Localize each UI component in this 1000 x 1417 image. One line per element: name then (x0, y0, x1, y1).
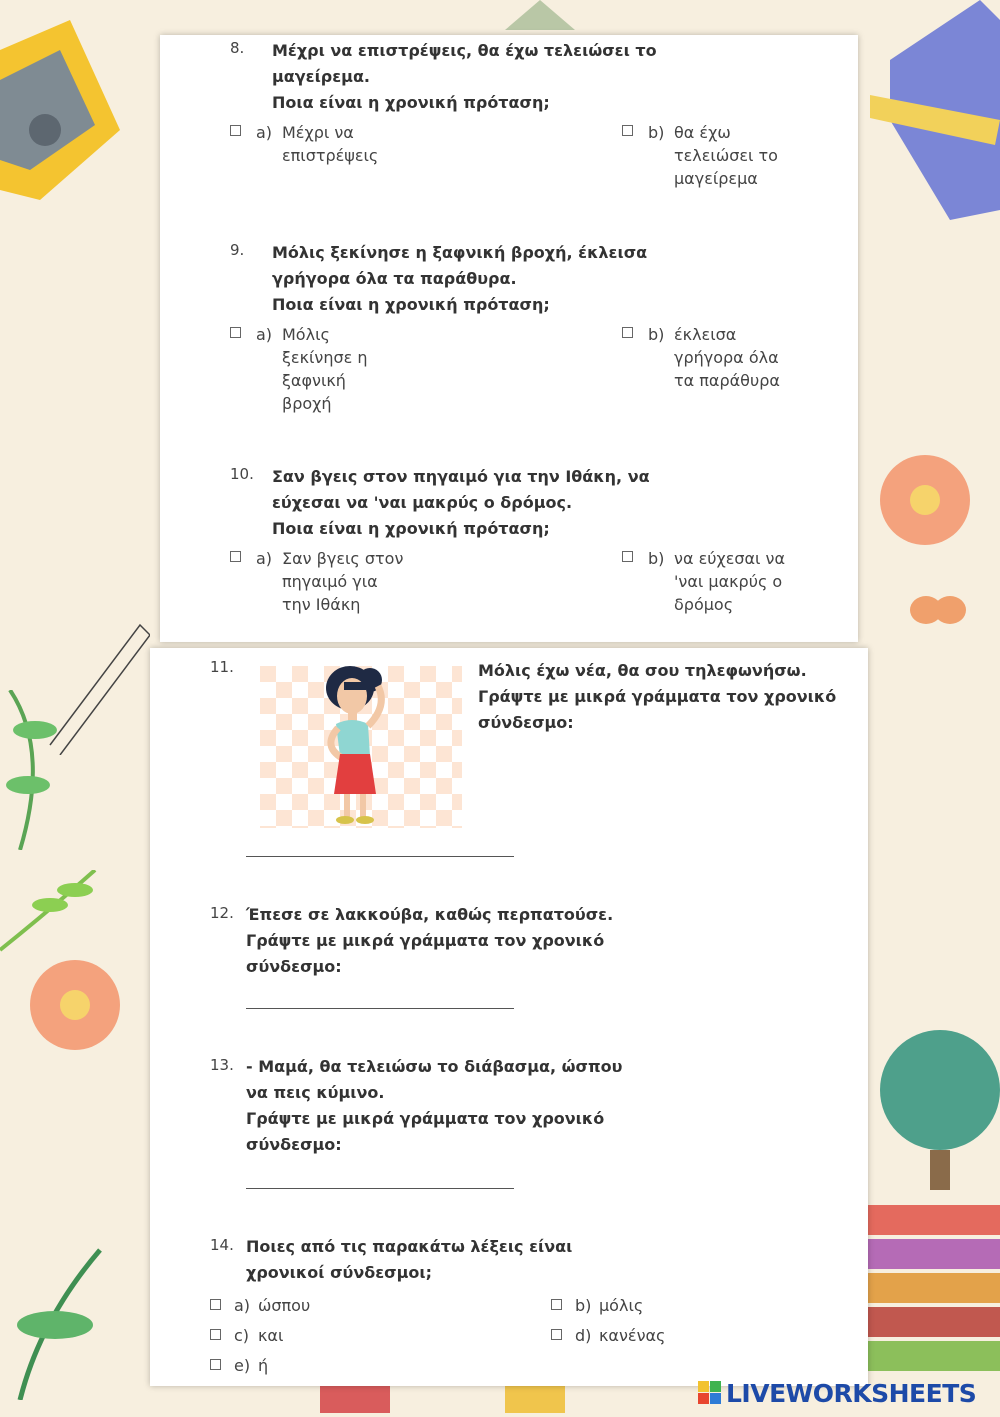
flower-decoration (880, 455, 970, 545)
option-c[interactable]: c) και (210, 1324, 450, 1348)
question-text: Μόλις έχω νέα, θα σου τηλεφωνήσω. Γράψτε με μικρά γράμματα τον χρονικό σύνδεσμο: (478, 661, 837, 732)
question-number: 10. (230, 465, 254, 483)
answer-line[interactable] (246, 1188, 514, 1189)
option-checkbox[interactable] (622, 327, 633, 338)
question-text: Έπεσε σε λακκούβα, καθώς περπατούσε. Γράψτε με μικρά γράμματα τον χρονικό σύνδεσμο: (246, 905, 614, 976)
option-checkbox[interactable] (551, 1299, 562, 1310)
books-stack-decoration (868, 1205, 1000, 1405)
flower-decoration (30, 960, 120, 1050)
option-checkbox[interactable] (230, 327, 241, 338)
woman-thinking-illustration (260, 666, 462, 828)
liveworksheets-logo-text: LIVEWORKSHEETS (726, 1378, 977, 1408)
option-label: ώσπου (258, 1296, 311, 1315)
option-label: Μέχρι να επιστρέψεις (282, 123, 379, 165)
question-number: 11. (210, 658, 234, 676)
paper-plane-decoration (500, 0, 580, 35)
option-label: και (258, 1326, 284, 1345)
option-label: Σαν βγεις στον πηγαιμό για την Ιθάκη (282, 549, 404, 614)
option-checkbox[interactable] (622, 125, 633, 136)
option-checkbox[interactable] (210, 1359, 221, 1370)
question-number: 8. (230, 39, 245, 57)
option-b[interactable]: b) μόλις (551, 1294, 791, 1318)
option-checkbox[interactable] (210, 1299, 221, 1310)
option-a[interactable]: a) Μόλις ξεκίνησε η ξαφνική βροχή (230, 323, 530, 417)
butterfly-decoration (908, 588, 968, 638)
globe-decoration (870, 1020, 1000, 1200)
option-b[interactable]: b) έκλεισα γρήγορα όλα τα παράθυρα (622, 323, 852, 393)
leaf-branch-decoration (0, 870, 100, 960)
option-label: θα έχω τελειώσει το μαγείρεμα (674, 123, 778, 188)
question-number: 14. (210, 1236, 234, 1254)
option-a[interactable]: a) Μέχρι να επιστρέψεις (230, 121, 530, 191)
worksheet-panel-top (160, 35, 858, 642)
option-a[interactable]: a) Σαν βγεις στον πηγαιμό για την Ιθάκη (230, 547, 530, 617)
option-label: έκλεισα γρήγορα όλα τα παράθυρα (674, 325, 780, 390)
book-decoration (870, 0, 1000, 220)
liveworksheets-logo-icon (698, 1381, 722, 1405)
liveworksheets-logo[interactable] (698, 1378, 976, 1408)
leaf-branch-decoration (0, 690, 60, 850)
question-text: Σαν βγεις στον πηγαιμό για την Ιθάκη, να εύχεσαι να 'ναι μακρύς ο δρόμος. Ποια είναι η χρονική πρόταση; (272, 467, 650, 538)
question-number: 12. (210, 904, 234, 922)
question-number: 9. (230, 241, 245, 259)
option-b[interactable]: b) να εύχεσαι να 'ναι μακρύς ο δρόμος (622, 547, 852, 617)
option-checkbox[interactable] (210, 1329, 221, 1340)
question-text: Μόλις ξεκίνησε η ξαφνική βροχή, έκλεισα γρήγορα όλα τα παράθυρα. Ποια είναι η χρονική πρόταση; (272, 243, 648, 314)
option-checkbox[interactable] (230, 125, 241, 136)
question-text: Μέχρι να επιστρέψεις, θα έχω τελειώσει το μαγείρεμα. Ποια είναι η χρονική πρόταση; (272, 41, 657, 112)
option-b[interactable]: b) θα έχω τελειώσει το μαγείρεμα (622, 121, 852, 191)
option-checkbox[interactable] (551, 1329, 562, 1340)
option-label: μόλις (599, 1296, 644, 1315)
option-label: Μόλις ξεκίνησε η ξαφνική βροχή (282, 325, 368, 413)
answer-line[interactable] (246, 856, 514, 857)
option-d[interactable]: d) κανένας (551, 1324, 791, 1348)
pencil-sharpener-decoration (0, 20, 120, 180)
question-text: Ποιες από τις παρακάτω λέξεις είναι χρονικοί σύνδεσμοι; (246, 1237, 573, 1282)
option-checkbox[interactable] (622, 551, 633, 562)
option-a[interactable]: a) ώσπου (210, 1294, 450, 1318)
option-label: να εύχεσαι να 'ναι μακρύς ο δρόμος (674, 549, 786, 614)
books-bottom-decoration (320, 1386, 700, 1413)
option-label: κανένας (599, 1326, 666, 1345)
option-label: ή (258, 1356, 269, 1375)
option-e[interactable]: e) ή (210, 1354, 450, 1378)
question-number: 13. (210, 1056, 234, 1074)
question-text: - Μαμά, θα τελειώσω το διάβασμα, ώσπου να πεις κύμινο. Γράψτε με μικρά γράμματα τον χρονικό σύνδεσμο: (246, 1057, 623, 1154)
answer-line[interactable] (246, 1008, 514, 1009)
worksheet-panel-bottom (150, 648, 868, 1386)
option-checkbox[interactable] (230, 551, 241, 562)
leaf-decoration (0, 1230, 110, 1400)
